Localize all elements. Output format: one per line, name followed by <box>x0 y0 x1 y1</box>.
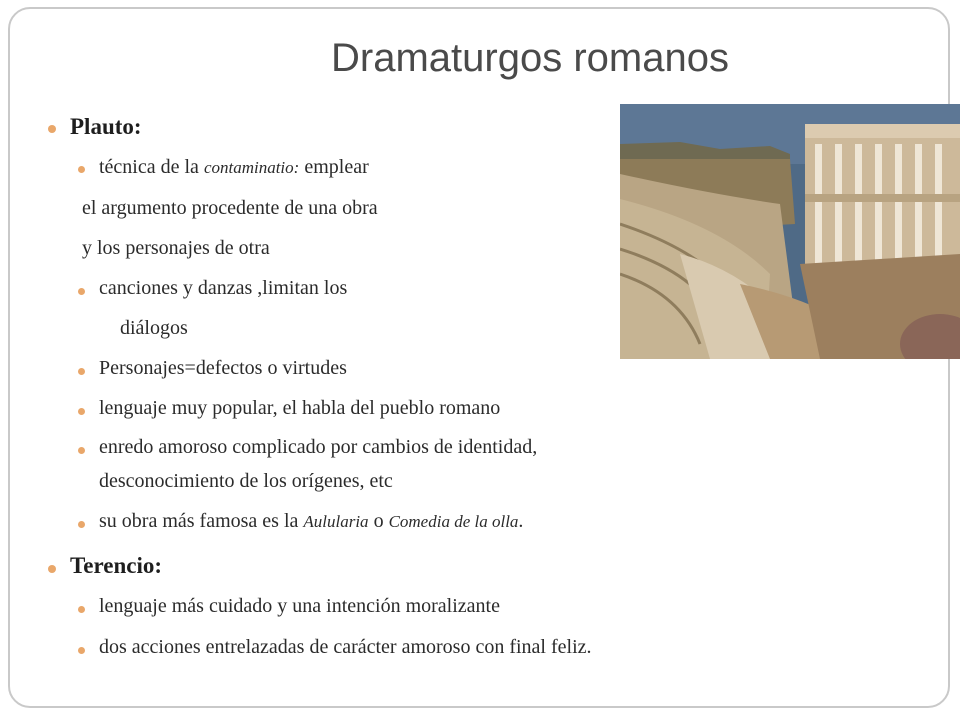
bullet-text: técnica de la <box>99 156 204 178</box>
bullet-dot <box>78 521 85 528</box>
bullet-enredo-line1: enredo amoroso complicado por cambios de identidad, <box>99 436 538 458</box>
bullet-text: o <box>368 510 389 532</box>
bullet-lenguaje: lenguaje muy popular, el habla del pueblo romano <box>99 397 501 419</box>
bullet-dot <box>48 125 56 133</box>
bullet-italic-term: contaminatio: <box>203 158 300 177</box>
slide-title: Dramaturgos romanos <box>331 36 729 80</box>
bullet-text: su obra más famosa es la <box>99 510 304 532</box>
bullet-personajes: Personajes=defectos o virtudes <box>99 357 347 379</box>
bullet-text: . <box>518 510 524 532</box>
bullet-dot <box>78 606 85 613</box>
bullet-canciones: canciones y danzas ,limitan los <box>99 277 348 299</box>
bullet-dot <box>48 565 56 573</box>
bullet-italic-title: Comedia de la olla <box>388 512 519 531</box>
bullet-text: emplear <box>299 156 369 178</box>
bullet-obra-famosa <box>99 510 523 533</box>
bullet-continuation: diálogos <box>120 317 188 339</box>
bullet-continuation: y los personajes de otra <box>82 237 270 259</box>
bullet-dot <box>78 288 85 295</box>
bullet-contaminatio <box>99 156 369 179</box>
bullet-dot <box>78 408 85 415</box>
bullet-enredo-line2: desconocimiento de los orígenes, etc <box>99 470 393 492</box>
bullet-dos-acciones: dos acciones entrelazadas de carácter amoroso con final feliz. <box>99 636 592 658</box>
bullet-lenguaje-cuidado: lenguaje más cuidado y una intención moralizante <box>99 595 500 617</box>
section-heading-terencio: Terencio: <box>70 553 162 578</box>
bullet-continuation: el argumento procedente de una obra <box>82 197 378 219</box>
bullet-dot <box>78 368 85 375</box>
bullet-dot <box>78 647 85 654</box>
bullet-italic-title: Aulularia <box>303 512 369 531</box>
section-heading-plauto: Plauto: <box>70 114 142 139</box>
bullet-dot <box>78 447 85 454</box>
bullet-dot <box>78 166 85 173</box>
